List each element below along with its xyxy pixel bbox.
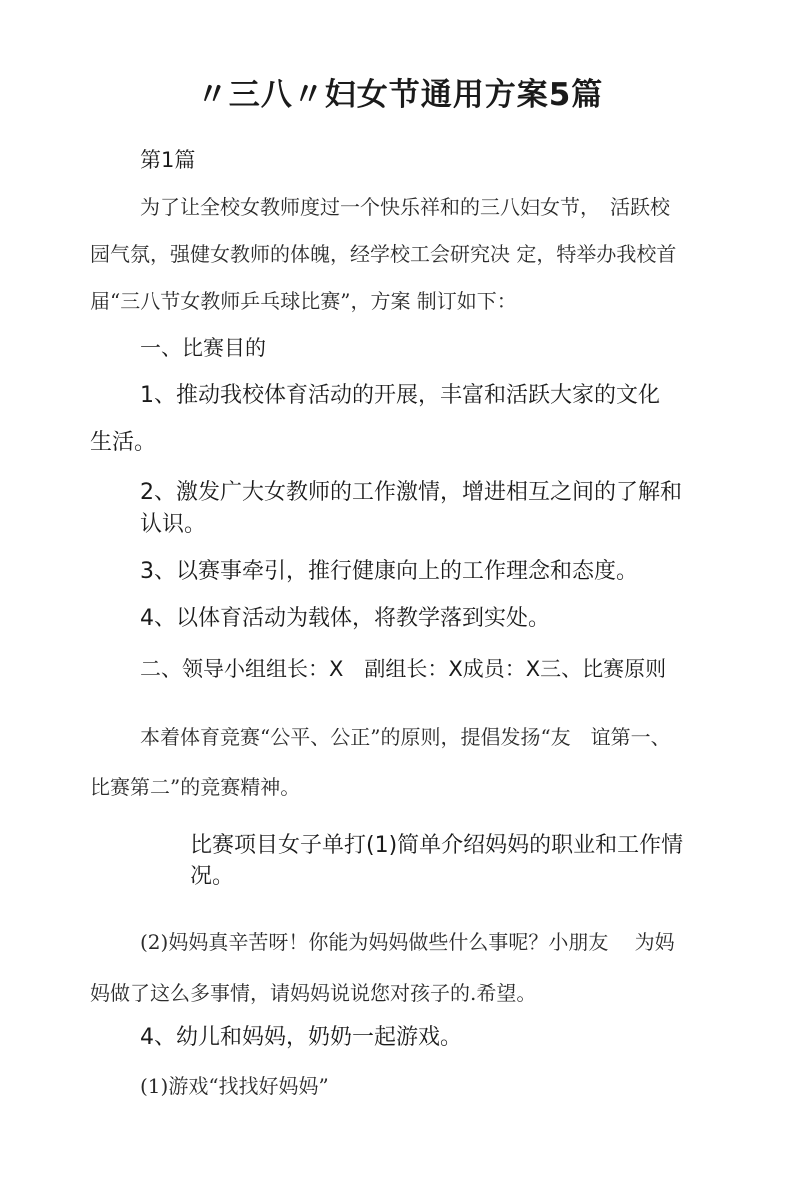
paragraph-line: 4、以体育活动为载体，将教学落到实处。 (140, 606, 550, 631)
paragraph-line: 4、幼儿和妈妈，奶奶一起游戏。 (140, 1025, 462, 1050)
subsection-heading: 一、比赛目的 (140, 336, 266, 360)
paragraph-line: (1)游戏“找找好妈妈” (140, 1074, 329, 1098)
subsection-heading: 二、领导小组组长：X 副组长：X成员：X三、比赛原则 (140, 657, 667, 681)
paragraph-line: 园气氛，强健女教师的体魄，经学校工会研究决 定，特举办我校首 (90, 242, 677, 266)
paragraph-line: 比赛项目女子单打(1)简单介绍妈妈的职业和工作情 (190, 833, 684, 858)
paragraph-line: 比赛第二”的竞赛精神。 (90, 775, 301, 799)
paragraph-line: 认识。 (140, 512, 207, 537)
paragraph-line: 届“三八节女教师乒乓球比赛”，方案 制订如下： (90, 289, 517, 313)
paragraph-line: 生活。 (90, 430, 157, 455)
paragraph-line: 3、以赛事牵引，推行健康向上的工作理念和态度。 (140, 559, 638, 584)
paragraph-line: 妈做了这么多事情，请妈妈说说您对孩子的.希望。 (90, 981, 537, 1005)
paragraph-line: 2、激发广大女教师的工作激情，增进相互之间的了解和 (140, 480, 682, 505)
paragraph-line: 为了让全校女教师度过一个快乐祥和的三八妇女节， 活跃校 (140, 195, 670, 219)
section-heading: 第1篇 (140, 148, 196, 172)
paragraph-line: 本着体育竞赛“公平、公正”的原则，提倡发扬“友 谊第一、 (140, 725, 671, 749)
paragraph-line: (2)妈妈真辛苦呀！你能为妈妈做些什么事呢？小朋友 为妈 (140, 930, 675, 954)
document-title: 〃三八〃妇女节通用方案5篇 (196, 77, 604, 113)
paragraph-line: 1、推动我校体育活动的开展，丰富和活跃大家的文化 (140, 383, 660, 408)
paragraph-line: 况。 (190, 864, 235, 889)
